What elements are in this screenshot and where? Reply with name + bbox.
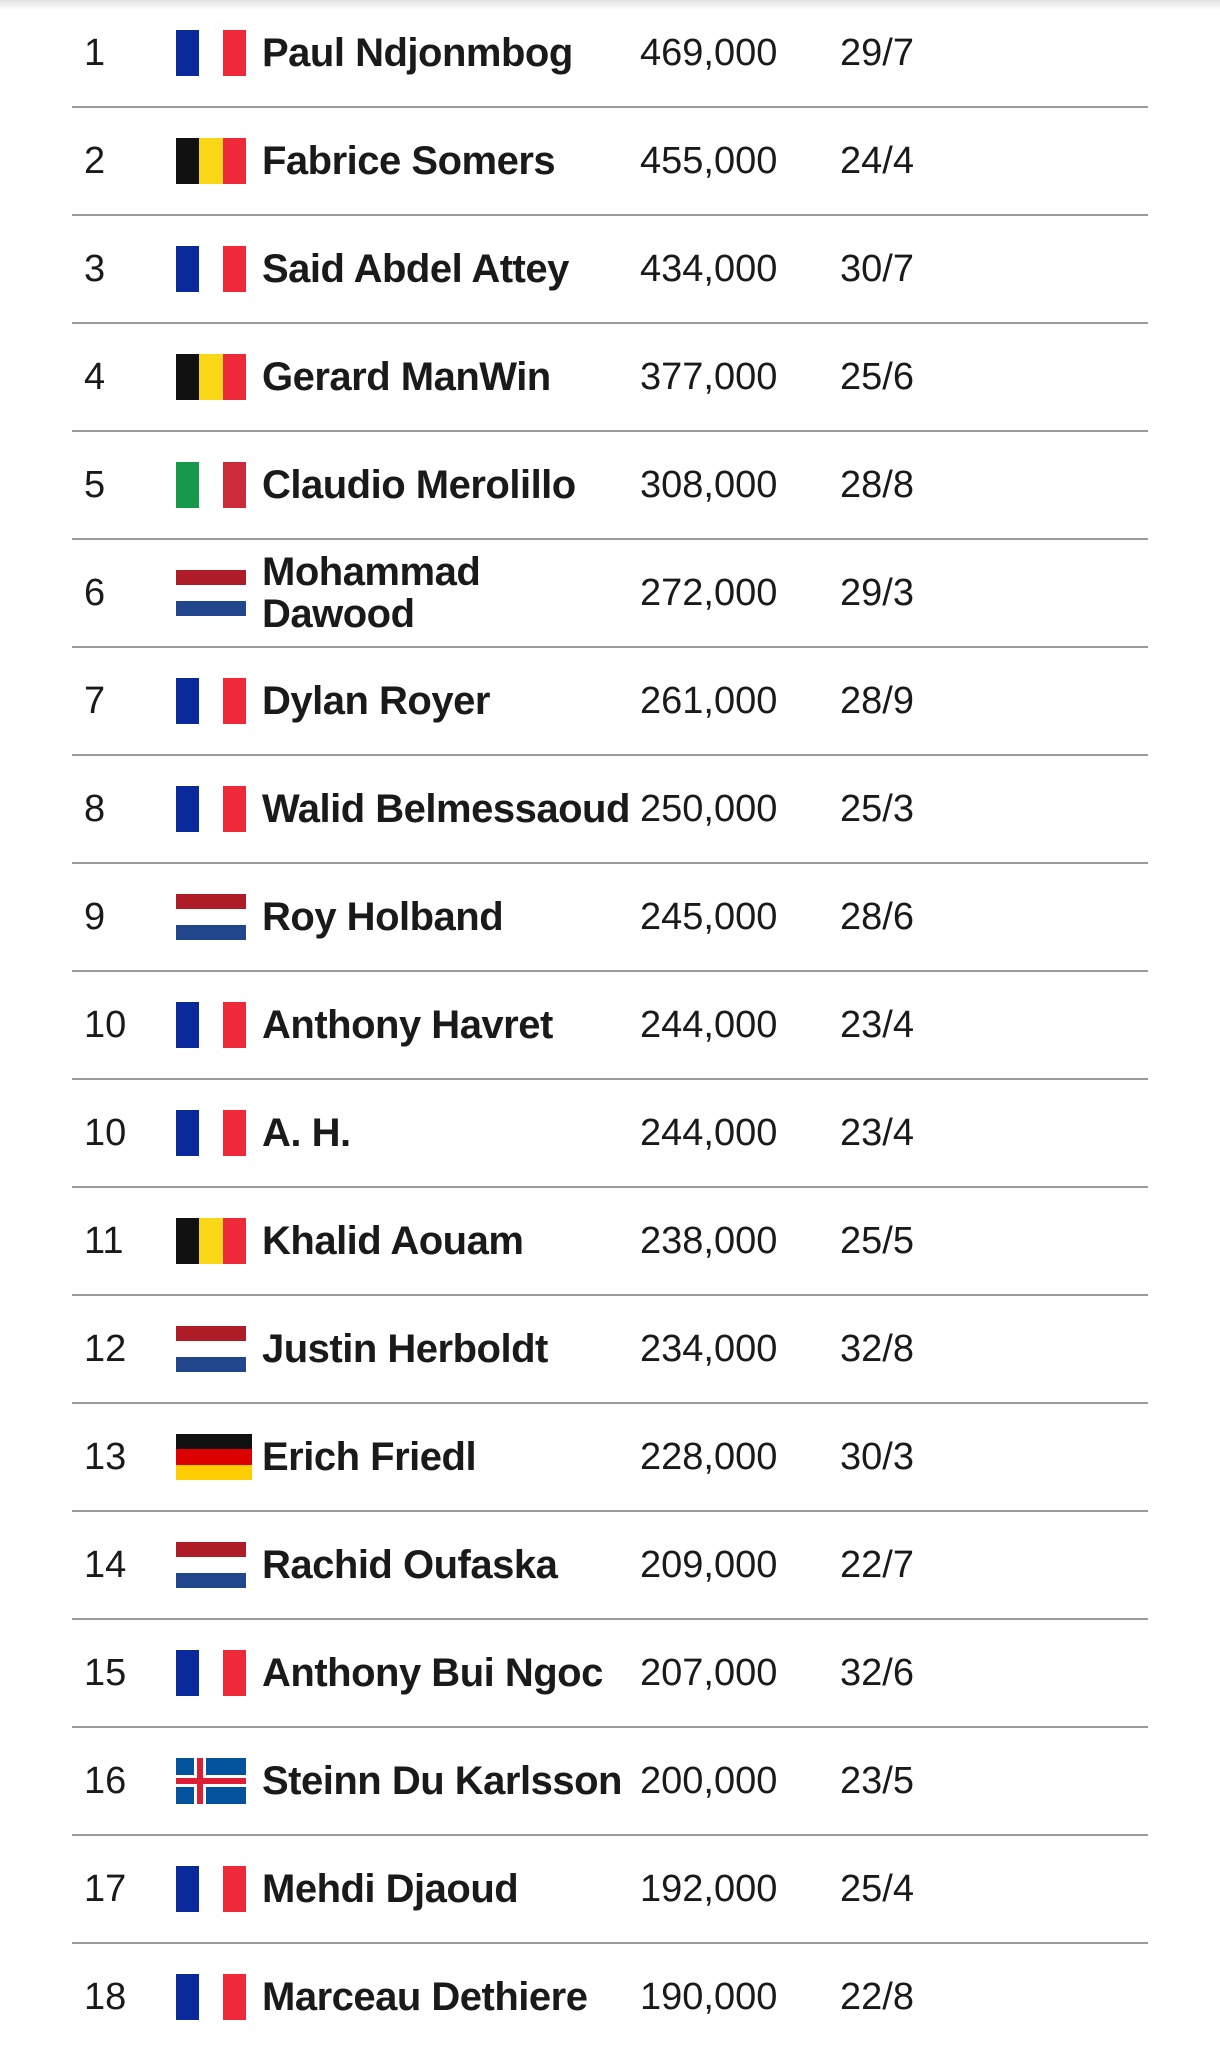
france-flag-icon	[176, 648, 256, 754]
date-cell: 22/7	[840, 1543, 914, 1586]
player-name: Anthony Bui Ngoc	[262, 1651, 603, 1695]
table-row[interactable]	[72, 864, 1148, 972]
belgium-flag-icon	[176, 108, 256, 214]
germany-flag-icon	[176, 1404, 256, 1510]
table-row[interactable]	[72, 972, 1148, 1080]
amount-cell: 207,000	[640, 1651, 778, 1694]
rank-cell: 15	[84, 1651, 127, 1694]
france-flag-icon	[176, 1080, 256, 1186]
amount-cell: 209,000	[640, 1543, 778, 1586]
rank-cell: 11	[84, 1219, 124, 1262]
amount-cell: 250,000	[640, 787, 778, 830]
date-cell: 23/5	[840, 1759, 914, 1802]
table-row[interactable]	[72, 0, 1148, 108]
player-name: Erich Friedl	[262, 1435, 477, 1479]
date-cell: 25/3	[840, 787, 914, 830]
date-cell: 25/4	[840, 1867, 914, 1910]
player-name: Rachid Oufaska	[262, 1543, 558, 1587]
date-cell: 23/4	[840, 1003, 914, 1046]
amount-cell: 234,000	[640, 1327, 778, 1370]
table-row[interactable]	[72, 1620, 1148, 1728]
france-flag-icon	[176, 1620, 256, 1726]
date-cell: 29/7	[840, 31, 914, 74]
player-name: Mehdi Djaoud	[262, 1867, 519, 1911]
table-row[interactable]	[72, 108, 1148, 216]
rank-cell: 7	[84, 679, 106, 722]
table-row[interactable]	[72, 216, 1148, 324]
table-row[interactable]	[72, 648, 1148, 756]
rank-cell: 2	[84, 139, 106, 182]
france-flag-icon	[176, 216, 256, 322]
netherlands-flag-icon	[176, 540, 256, 646]
ranking-table	[72, 0, 1148, 2052]
france-flag-icon	[176, 1836, 256, 1942]
amount-cell: 244,000	[640, 1111, 778, 1154]
player-name: Dylan Royer	[262, 679, 490, 723]
rank-cell: 10	[84, 1003, 127, 1046]
date-cell: 28/9	[840, 679, 914, 722]
player-name: Claudio Merolillo	[262, 463, 576, 507]
player-name: A. H.	[262, 1111, 351, 1155]
date-cell: 25/5	[840, 1219, 914, 1262]
amount-cell: 469,000	[640, 31, 778, 74]
iceland-flag-icon	[176, 1728, 256, 1834]
netherlands-flag-icon	[176, 864, 256, 970]
date-cell: 29/3	[840, 571, 914, 614]
player-name: Gerard ManWin	[262, 355, 551, 399]
rank-cell: 3	[84, 247, 106, 290]
table-row[interactable]	[72, 1728, 1148, 1836]
amount-cell: 434,000	[640, 247, 778, 290]
amount-cell: 200,000	[640, 1759, 778, 1802]
date-cell: 32/6	[840, 1651, 914, 1694]
player-name: Roy Holband	[262, 895, 504, 939]
france-flag-icon	[176, 1944, 256, 2050]
amount-cell: 245,000	[640, 895, 778, 938]
date-cell: 25/6	[840, 355, 914, 398]
amount-cell: 308,000	[640, 463, 778, 506]
amount-cell: 228,000	[640, 1435, 778, 1478]
france-flag-icon	[176, 0, 256, 106]
rank-cell: 13	[84, 1435, 127, 1478]
rank-cell: 5	[84, 463, 106, 506]
table-row[interactable]	[72, 324, 1148, 432]
france-flag-icon	[176, 756, 256, 862]
amount-cell: 190,000	[640, 1975, 778, 2018]
player-name: Fabrice Somers	[262, 139, 556, 183]
rank-cell: 1	[84, 31, 106, 74]
amount-cell: 192,000	[640, 1867, 778, 1910]
rank-cell: 17	[84, 1867, 127, 1910]
rank-cell: 4	[84, 355, 106, 398]
netherlands-flag-icon	[176, 1512, 256, 1618]
table-row[interactable]	[72, 1944, 1148, 2052]
amount-cell: 377,000	[640, 355, 778, 398]
table-row[interactable]	[72, 1296, 1148, 1404]
table-row[interactable]	[72, 540, 1148, 648]
rank-cell: 10	[84, 1111, 127, 1154]
player-name: Marceau Dethiere	[262, 1975, 588, 2019]
rank-cell: 9	[84, 895, 106, 938]
table-row[interactable]	[72, 1836, 1148, 1944]
player-name: Steinn Du Karlsson	[262, 1759, 622, 1803]
date-cell: 32/8	[840, 1327, 914, 1370]
rank-cell: 14	[84, 1543, 127, 1586]
amount-cell: 272,000	[640, 571, 778, 614]
date-cell: 24/4	[840, 139, 914, 182]
date-cell: 30/3	[840, 1435, 914, 1478]
table-row[interactable]	[72, 1404, 1148, 1512]
player-name: Anthony Havret	[262, 1003, 553, 1047]
france-flag-icon	[176, 972, 256, 1078]
belgium-flag-icon	[176, 324, 256, 430]
belgium-flag-icon	[176, 1188, 256, 1294]
table-row[interactable]	[72, 1188, 1148, 1296]
player-name: Walid Belmessaoud	[262, 787, 630, 831]
player-name: Khalid Aouam	[262, 1219, 524, 1263]
player-name: Justin Herboldt	[262, 1327, 548, 1371]
rank-cell: 16	[84, 1759, 127, 1802]
rank-cell: 6	[84, 571, 106, 614]
italy-flag-icon	[176, 432, 256, 538]
date-cell: 22/8	[840, 1975, 914, 2018]
date-cell: 23/4	[840, 1111, 914, 1154]
table-row[interactable]	[72, 432, 1148, 540]
amount-cell: 238,000	[640, 1219, 778, 1262]
player-name: Paul Ndjonmbog	[262, 31, 573, 75]
table-row[interactable]	[72, 1080, 1148, 1188]
table-row[interactable]	[72, 756, 1148, 864]
rank-cell: 12	[84, 1327, 127, 1370]
date-cell: 28/6	[840, 895, 914, 938]
date-cell: 30/7	[840, 247, 914, 290]
table-row[interactable]	[72, 1512, 1148, 1620]
player-name: Said Abdel Attey	[262, 247, 569, 291]
netherlands-flag-icon	[176, 1296, 256, 1402]
player-name: Mohammad Dawood	[262, 550, 481, 636]
rank-cell: 8	[84, 787, 106, 830]
amount-cell: 261,000	[640, 679, 778, 722]
amount-cell: 455,000	[640, 139, 778, 182]
amount-cell: 244,000	[640, 1003, 778, 1046]
rank-cell: 18	[84, 1975, 127, 2018]
date-cell: 28/8	[840, 463, 914, 506]
